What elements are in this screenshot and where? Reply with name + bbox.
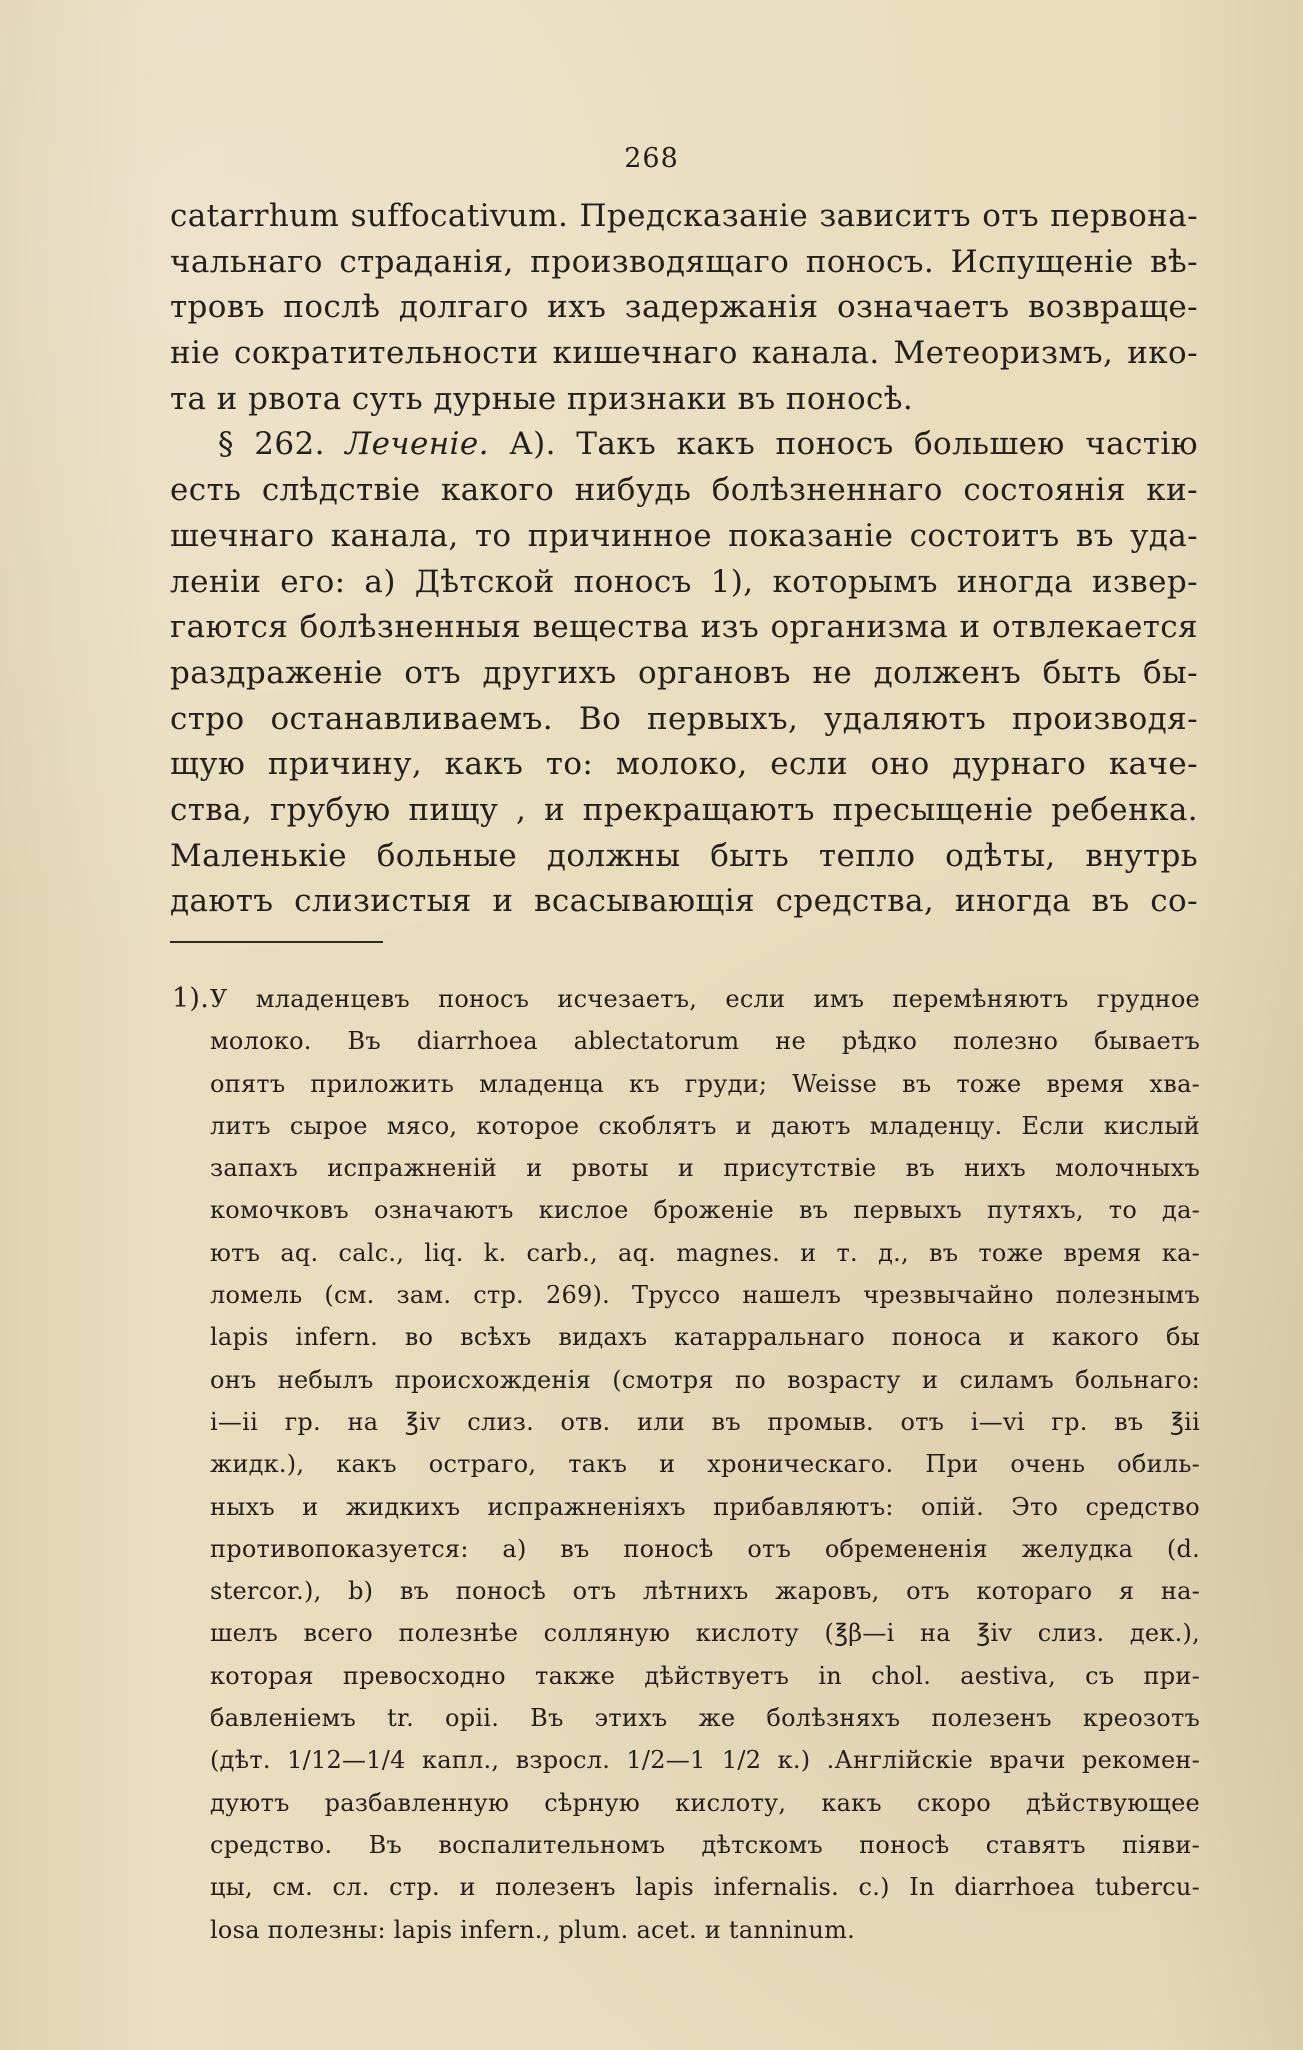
footnote-line-20: дуютъ разбавленную сѣрную кислоту, какъ скоро дѣйствующее: [210, 1788, 1200, 1817]
footnote-line-8: ломель (см. зам. стр. 269). Труссо нашелъ чрезвычайно полезнымъ: [210, 1281, 1200, 1310]
main-line-13: щую причину, какъ то: молоко, если оно дурнаго каче-: [170, 746, 1198, 783]
footnote-line-3: опятъ приложить младенца къ груди; Weisse въ тоже время хва-: [210, 1069, 1200, 1098]
main-line-3: тровъ послѣ долгаго ихъ задержанія означаетъ возвраще-: [170, 289, 1198, 326]
main-line-5: та и рвота суть дурные признаки въ поносѣ.: [170, 380, 914, 417]
footnote-line-18: бавленіемъ tr. opii. Въ этихъ же болѣзняхъ полезенъ креозотъ: [210, 1704, 1200, 1733]
footnote-line-13: ныхъ и жидкихъ испражненіяхъ прибавляютъ: опій. Это средство: [210, 1492, 1200, 1521]
main-line-8: шечнаго канала, то причинное показаніе состоитъ въ уда-: [170, 517, 1198, 554]
main-line-1: catarrhum suffocativum. Предсказаніе зависитъ отъ первона-: [170, 198, 1198, 234]
footnote-line-17: которая превосходно также дѣйствуетъ in chol. aestiva, съ при-: [210, 1661, 1200, 1690]
main-line-16: даютъ слизистыя и всасывающія средства, иногда въ со-: [170, 883, 1198, 920]
footnote-line-6: комочковъ означаютъ кислое броженіе въ первыхъ путяхъ, то да-: [210, 1196, 1200, 1225]
section-intro: А). Такъ какъ поносъ большею частію: [509, 426, 1198, 463]
main-line-2: чальнаго страданія, производящаго поносъ. Испущеніе вѣ-: [170, 243, 1198, 280]
footnote-line-2: молоко. Въ diarrhoea ablectatorum не рѣдко полезно бываетъ: [210, 1027, 1200, 1056]
footnote-line-11: i—ii гр. на ℥iv слиз. отв. или въ промыв. отъ i—vi гр. въ ℥ii: [210, 1407, 1200, 1436]
section-heading-line: [170, 422, 1198, 468]
main-line-10: гаются болѣзненныя вещества изъ организма и отвлекается: [170, 609, 1198, 646]
footnote-line-23: losa полезны: lapis infern., plum. acet. и tanninum.: [210, 1915, 856, 1944]
footnote-line-22: цы, см. сл. стр. и полезенъ lapis infernalis. c.) In diarrhoea tubercu-: [210, 1873, 1200, 1902]
footnote-block: [172, 978, 1200, 1951]
section-title: Лечeніе.: [345, 426, 489, 463]
footnote-separator: [170, 941, 383, 943]
footnote-line-9: lapis infern. во всѣхъ видахъ катарральнаго поноса и какого бы: [210, 1323, 1200, 1352]
main-line-7: есть слѣдствіе какого нибудь болѣзненнаго состоянія ки-: [170, 472, 1198, 509]
footnote-line-15: stercor.), b) въ поносѣ отъ лѣтнихъ жаровъ, отъ котораго я на-: [210, 1577, 1200, 1606]
footnote-line-10: онъ небылъ происхожденія (смотря по возрасту и силамъ больнаго:: [210, 1365, 1200, 1394]
main-line-12: стро останавливаемъ. Во первыхъ, удаляютъ производя-: [170, 700, 1198, 737]
main-line-11: раздраженіе отъ другихъ органовъ не долженъ быть бы-: [170, 654, 1198, 691]
footnote-line-5: запахъ испражненій и рвоты и присутствіе въ нихъ молочныхъ: [210, 1154, 1200, 1183]
main-line-9: леніи его: а) Дѣтской поносъ 1), которымъ иногда извер-: [170, 563, 1198, 600]
main-line-4: ніе сократительности кишечнаго канала. Метеоризмъ, ико-: [170, 335, 1198, 372]
footnote-line-14: противопоказуется: а) въ поносѣ отъ обремененія желудка (d.: [210, 1534, 1200, 1563]
footnote-line-16: шелъ всего полезнѣе солляную кислоту (℥β—i на ℥iv слиз. дек.),: [210, 1619, 1200, 1648]
footnote-line-19: (дѣт. 1/12—1/4 капл., взросл. 1/2—1 1/2 к.) .Англійскіе врачи рекомен-: [210, 1746, 1200, 1775]
main-line-14: ства, грубую пищу , и прекращаютъ пресыщеніе ребенка.: [170, 791, 1198, 828]
main-text: [170, 194, 1198, 925]
main-line-15: Маленькіе больные должны быть тепло одѣты, внутрь: [170, 837, 1198, 874]
footnote-line-1: У младенцевъ поносъ исчезаетъ, если имъ перемѣняютъ грудное: [210, 985, 1200, 1013]
footnote-marker: 1).: [172, 983, 210, 1014]
section-number: § 262.: [218, 426, 325, 463]
footnote-line-21: средство. Въ воспалительномъ дѣтскомъ поносѣ ставятъ піяви-: [210, 1830, 1200, 1859]
page-number: 268: [624, 143, 679, 174]
footnote-line-12: жидк.), какъ остраго, такъ и хроническаго. При очень обиль-: [210, 1450, 1200, 1479]
footnote-line-7: ютъ aq. calc., liq. k. carb., aq. magnes. и т. д., въ тоже время ка-: [210, 1238, 1200, 1267]
footnote-line-4: литъ сырое мясо, которое скоблятъ и даютъ младенцу. Если кислый: [210, 1111, 1200, 1140]
